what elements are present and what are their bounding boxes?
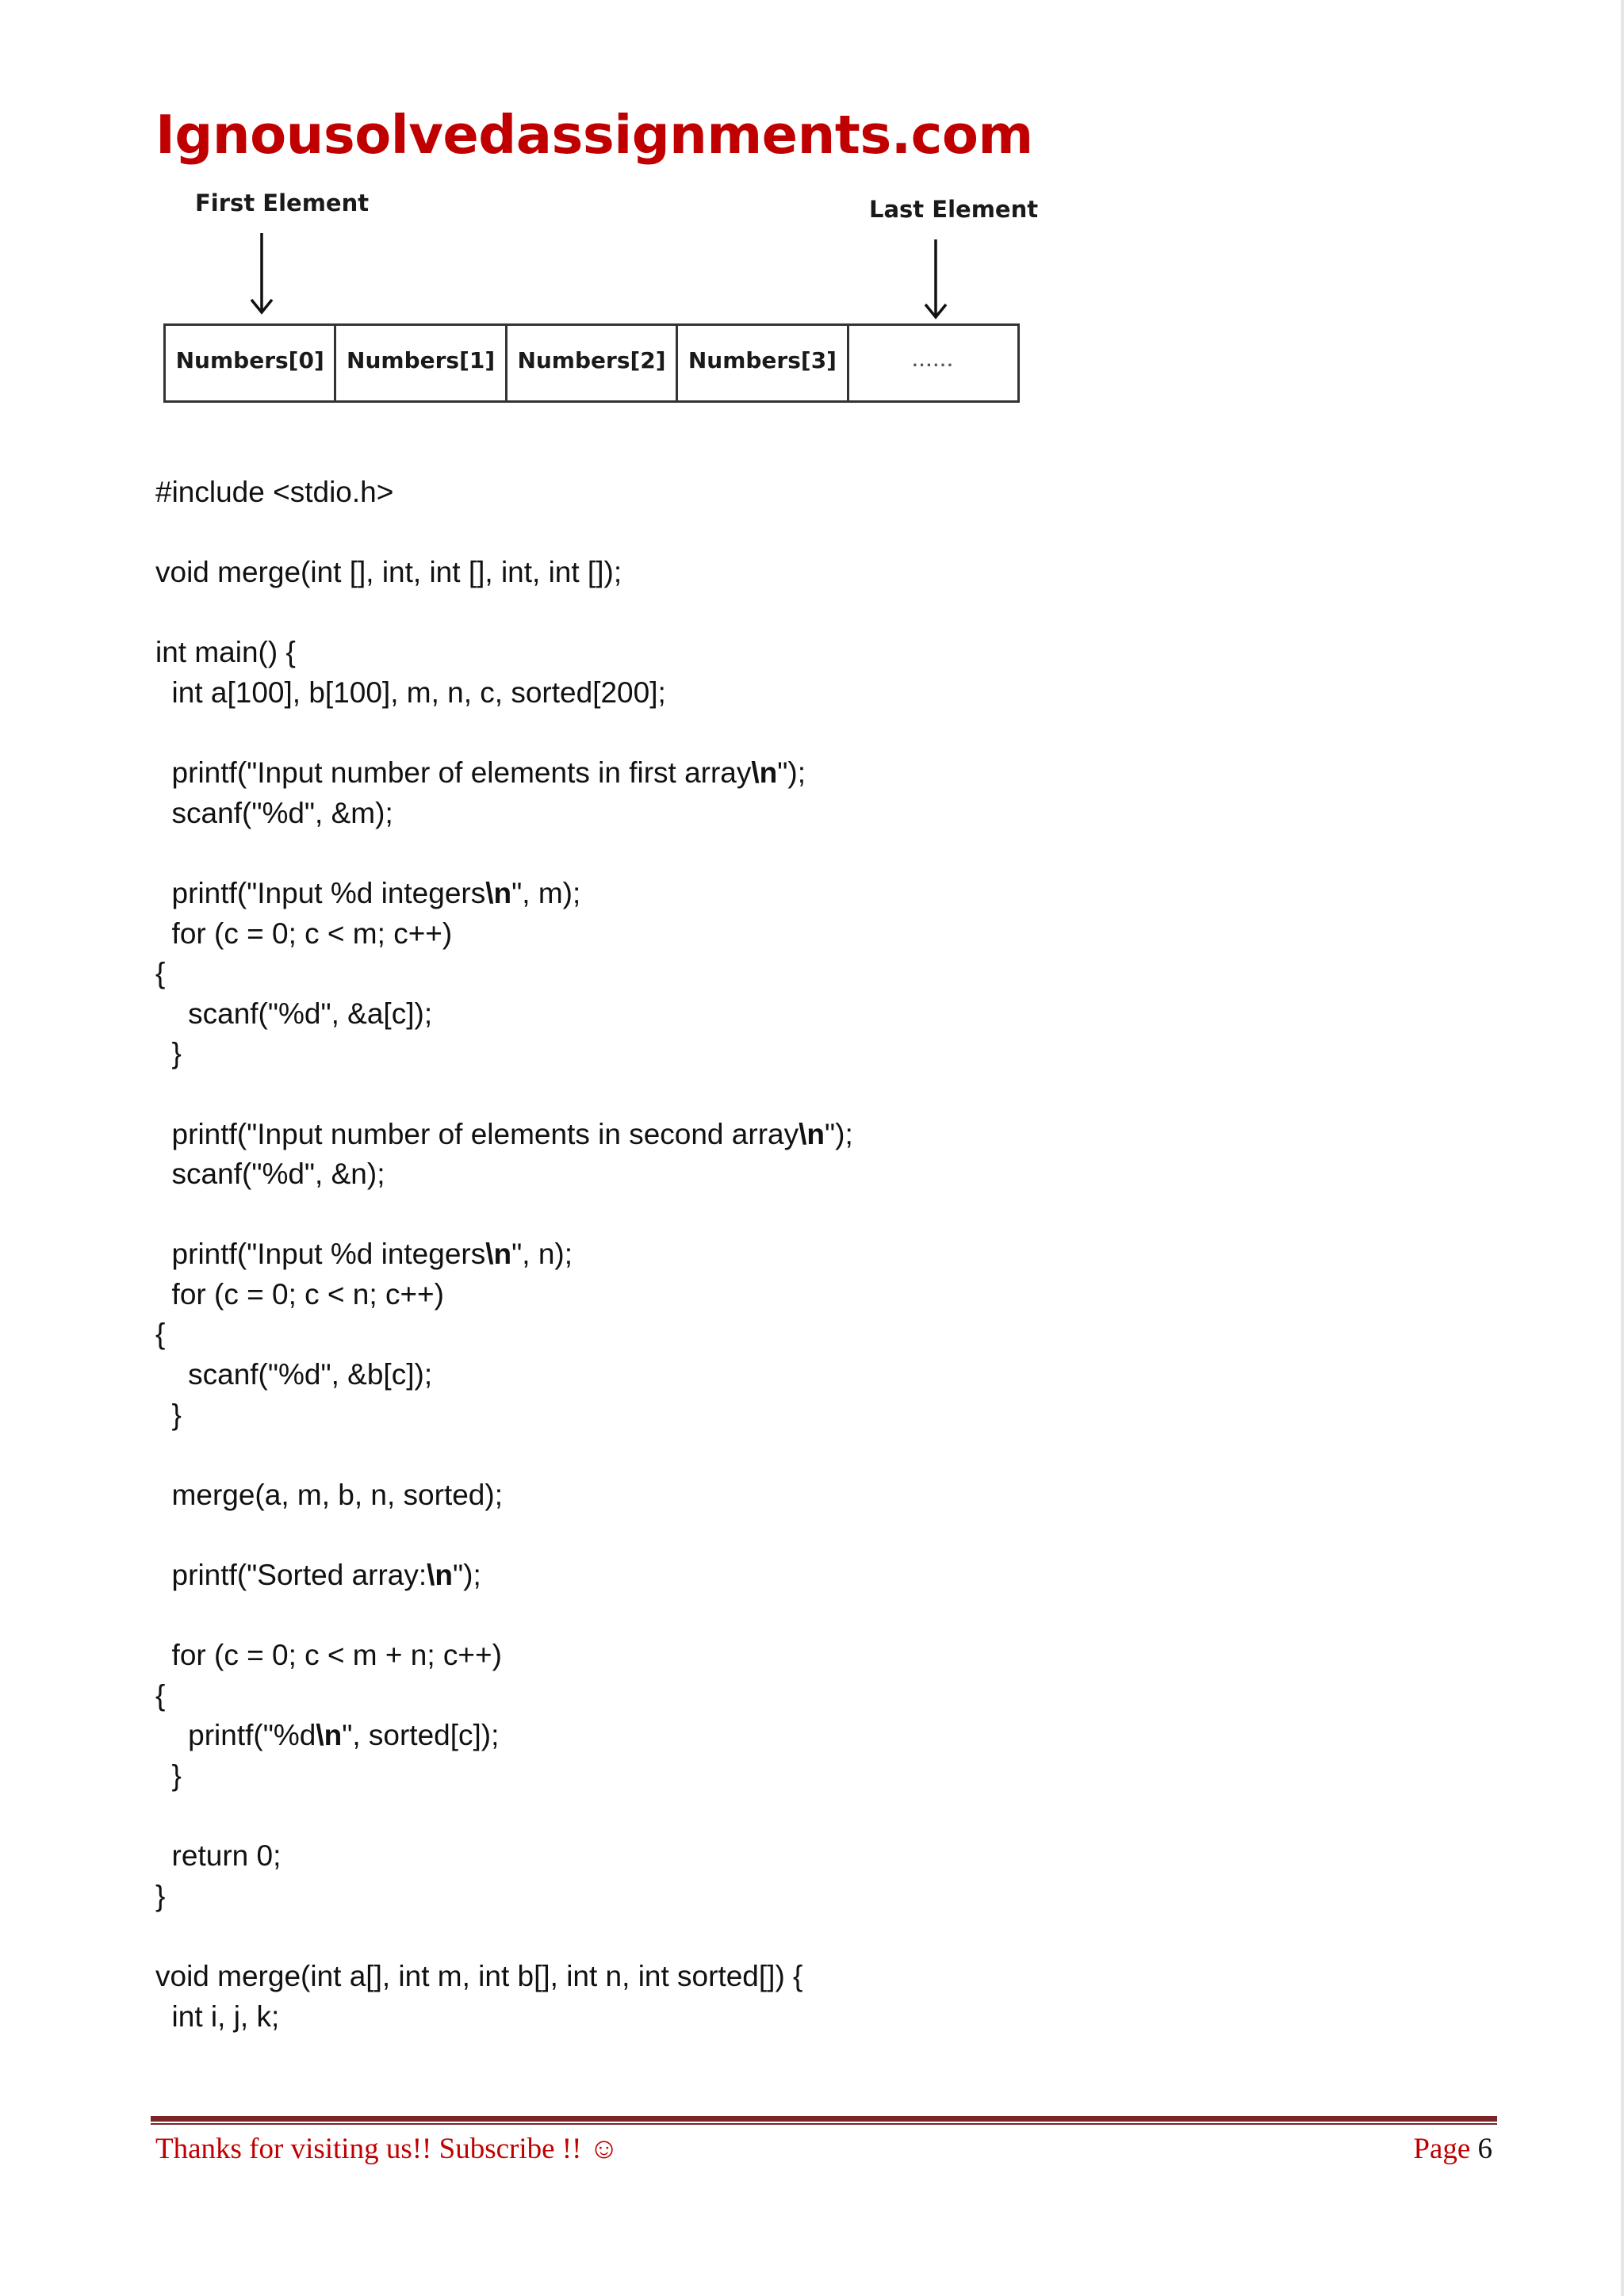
code-line: [155, 1435, 1345, 1475]
code-line: [155, 593, 1345, 633]
array-cell: Numbers[2]: [508, 326, 678, 400]
code-line: [155, 1074, 1345, 1115]
code-line: [155, 513, 1345, 553]
code-line: [155, 1916, 1345, 1957]
code-line: int i, j, k;: [155, 1999, 280, 2033]
code-line: return 0;: [155, 1839, 282, 1873]
code-line: scanf("%d", &n);: [155, 1158, 385, 1191]
array-cell-ellipsis: ......: [912, 353, 955, 370]
page-number: 6: [1477, 2133, 1492, 2165]
code-line: {: [155, 1678, 166, 1712]
footer-message: Thanks for visiting us!! Subscribe !! ☺: [155, 2133, 619, 2165]
first-element-label: First Element: [195, 189, 370, 216]
array-cell: Numbers[0]: [166, 326, 336, 400]
code-line: int main() {: [155, 636, 296, 669]
code-line: for (c = 0; c < m; c++): [155, 916, 453, 950]
array-cells: [163, 323, 1020, 403]
first-element-arrow: [251, 233, 272, 312]
code-line: void merge(int [], int, int [], int, int []);: [155, 556, 622, 589]
code-line: printf("Sorted array:\n");: [155, 1559, 481, 1592]
array-cell: Numbers[3]: [678, 326, 848, 400]
code-line: {: [155, 1318, 166, 1351]
code-line: [155, 1596, 1345, 1636]
code-line: printf("Input number of elements in first array\n");: [155, 756, 806, 790]
code-line: int a[100], b[100], m, n, c, sorted[200];: [155, 675, 666, 709]
code-line: for (c = 0; c < m + n; c++): [155, 1639, 502, 1672]
code-listing: [155, 473, 1345, 2037]
code-line: printf("%d\n", sorted[c]);: [155, 1719, 500, 1752]
footer-rule: [151, 2116, 1497, 2126]
code-line: {: [155, 957, 166, 990]
code-line: #include <stdio.h>: [155, 476, 394, 508]
array-cell: Numbers[1]: [336, 326, 507, 400]
code-line: merge(a, m, b, n, sorted);: [155, 1478, 503, 1511]
page-label: Page: [1413, 2133, 1471, 2165]
page-number-label: [1413, 2131, 1492, 2168]
code-line: [155, 1195, 1345, 1235]
code-line: for (c = 0; c < n; c++): [155, 1277, 444, 1311]
code-line: printf("Input %d integers\n", n);: [155, 1238, 573, 1271]
code-line: void merge(int a[], int m, int b[], int n, int sorted[]) {: [155, 1959, 803, 1992]
code-line: }: [155, 1037, 182, 1070]
code-line: [155, 1797, 1345, 1837]
code-line: scanf("%d", &m);: [155, 796, 393, 829]
page-edge: [1621, 0, 1624, 2296]
code-line: [155, 714, 1345, 754]
code-line: printf("Input number of elements in second array\n");: [155, 1117, 853, 1150]
code-line: }: [155, 1398, 182, 1431]
code-line: }: [155, 1879, 166, 1912]
last-element-arrow: [925, 239, 946, 317]
site-title: Ignousolvedassignments.com: [155, 104, 1033, 166]
code-line: scanf("%d", &b[c]);: [155, 1358, 433, 1391]
last-element-label: Last Element: [869, 196, 1039, 223]
code-line: }: [155, 1759, 182, 1792]
code-line: [155, 833, 1345, 874]
code-line: [155, 1515, 1345, 1556]
code-line: scanf("%d", &a[c]);: [155, 997, 433, 1030]
array-diagram: [155, 184, 1039, 414]
code-line: printf("Input %d integers\n", m);: [155, 876, 581, 909]
